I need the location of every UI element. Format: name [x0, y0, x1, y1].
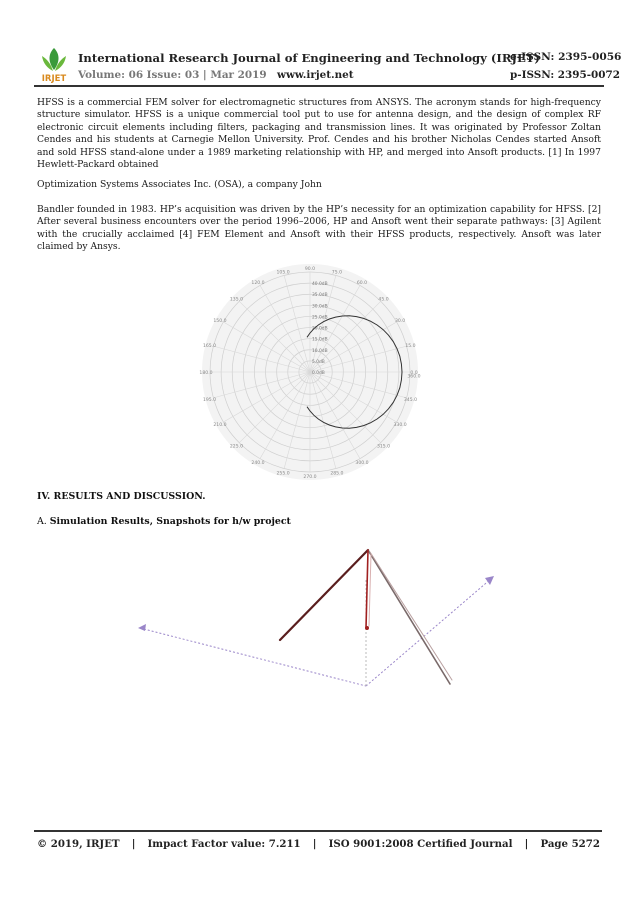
angle-tick-label: 30.0	[394, 319, 406, 324]
radial-tick-label: 0.0dB	[312, 371, 325, 376]
angle-tick-label: 210.0	[213, 423, 227, 428]
radial-tick-label: 40.0dB	[312, 282, 328, 288]
logo-text: IRJET	[41, 74, 67, 84]
angle-tick-label: 135.0	[229, 297, 244, 303]
angle-tick-label: 345.0	[403, 397, 418, 403]
y-axis-line	[366, 578, 492, 686]
feed-point	[365, 626, 369, 630]
paragraph-bandler: Bandler founded in 1983. HP’s acquisition was driven by the HP’s necessity for an optimization capability for HFSS. [2] After several business encounters over the period 1996–2006, HP and Ansoft went their separate pathways: [3] Agilent with the crucially acclaimed [4] FEM Element and Ansoft with their HFSS products, respectively. Ansoft was later claimed by Ansys.	[37, 204, 601, 253]
leaf-icon	[42, 48, 66, 71]
paragraph-hfss-intro: HFSS is a commercial FEM solver for electromagnetic structures from ANSYS. The acronym stands for high-frequency structure simulator. HFSS is a unique commercial tool put to use for antenna design, and the design of complex RF electronic circuit elements including filters, packaging and transmission lines. It was originated by Professor Zoltan Cendes and his students at Carnegie Mellon University. Prof. Cendes and his brother Nicholas Cendes started Ansoft and sold HFSS stand-alone under a 1989 marketing relationship with HP, and merged into Ansoft products. [1] In 1997 Hewlett-Packard obtained	[37, 97, 601, 171]
angle-tick-label: 0.0	[410, 371, 418, 376]
radial-tick-label: 30.0dB	[312, 304, 328, 310]
section-heading: IV. RESULTS AND DISCUSSION.	[37, 491, 206, 502]
angle-tick-label: 60.0	[356, 280, 368, 286]
angle-tick-label: 225.0	[229, 444, 244, 450]
right-dipole-arm	[368, 550, 450, 684]
irjet-logo	[34, 44, 74, 84]
footer-separator: |	[312, 838, 317, 850]
impact-factor: Impact Factor value: 7.211	[147, 838, 301, 850]
paragraph-osa: Optimization Systems Associates Inc. (OSA), a company John	[37, 179, 322, 190]
angle-tick-label: 255.0	[276, 471, 290, 477]
journal-title: International Research Journal of Engineering and Technology (IRJET)	[78, 51, 540, 65]
antenna-snapshot	[130, 540, 510, 700]
angle-tick-label: 330.0	[393, 423, 407, 428]
footer	[37, 838, 600, 850]
angle-tick-label: 360.0	[407, 374, 421, 380]
angle-tick-label: 240.0	[251, 461, 265, 467]
angle-tick-label: 165.0	[202, 344, 217, 350]
iso-certification: ISO 9001:2008 Certified Journal	[328, 838, 513, 850]
angle-tick-label: 15.0	[405, 344, 416, 350]
subsection-heading	[37, 516, 291, 527]
left-dipole-arm	[280, 550, 368, 640]
angle-tick-label: 180.0	[199, 371, 213, 376]
angle-tick-label: 300.0	[355, 461, 369, 467]
footer-divider	[34, 830, 602, 832]
radial-tick-label: 20.0dB	[312, 326, 328, 332]
p-issn: p-ISSN: 2395-0072	[510, 69, 620, 81]
antenna-elements	[280, 550, 452, 684]
angle-tick-label: 285.0	[330, 471, 344, 477]
angle-tick-label: 105.0	[276, 270, 290, 276]
radial-tick-label: 15.0dB	[312, 337, 328, 343]
angle-tick-label: 195.0	[202, 397, 217, 403]
footer-separator: |	[524, 838, 529, 850]
angle-tick-label: 45.0	[378, 297, 389, 303]
coordinate-axes	[140, 578, 492, 686]
subsection-prefix: A.	[37, 516, 47, 527]
angle-tick-label: 315.0	[376, 444, 391, 450]
angle-tick-label: 270.0	[303, 475, 317, 480]
subsection-title: Simulation Results, Snapshots for h/w project	[49, 516, 291, 527]
website-link[interactable]: www.irjet.net	[277, 69, 354, 81]
feed-line	[366, 550, 368, 628]
footer-separator: |	[131, 838, 136, 850]
radial-tick-label: 35.0dB	[312, 293, 328, 299]
copyright: © 2019, IRJET	[37, 838, 120, 850]
radial-tick-label: 25.0dB	[312, 315, 328, 321]
volume-issue: Volume: 06 Issue: 03 | Mar 2019	[78, 69, 267, 81]
header-divider	[34, 85, 604, 87]
radial-tick-label: 10.0dB	[312, 348, 328, 354]
polar-radiation-plot	[180, 264, 440, 484]
x-axis-line	[140, 628, 366, 686]
e-issn: e-ISSN: 2395-0056	[510, 51, 622, 63]
page-number: Page 5272	[540, 838, 600, 850]
angle-tick-label: 90.0	[304, 267, 316, 272]
angle-tick-label: 75.0	[331, 270, 343, 276]
radial-tick-label: 5.0dB	[312, 359, 325, 365]
angle-tick-label: 150.0	[213, 319, 227, 324]
angle-tick-label: 120.0	[251, 280, 265, 286]
